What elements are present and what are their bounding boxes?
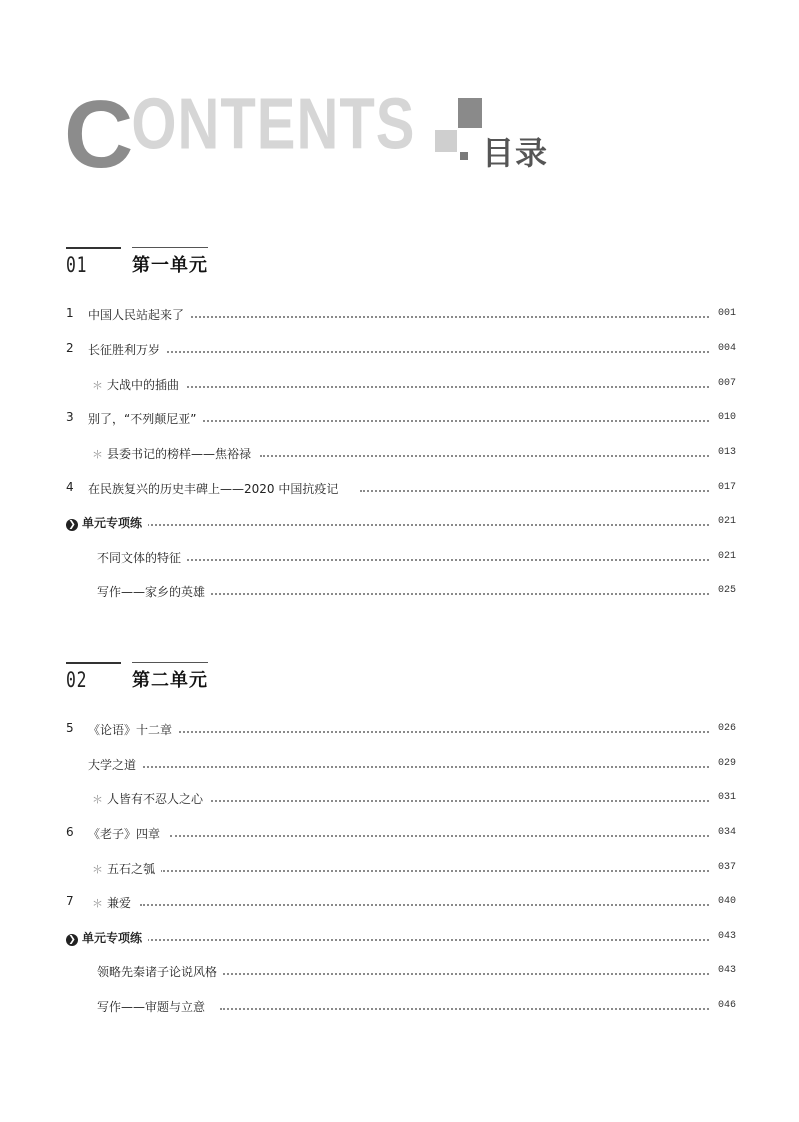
entry-number: 6: [66, 825, 74, 839]
entry-page: 043: [714, 965, 736, 976]
entry-page: 026: [714, 723, 736, 734]
entry-title: 单元专项练: [82, 516, 143, 530]
dot-leader: [220, 1008, 709, 1010]
dot-leader: [200, 420, 709, 422]
star-mark: ＊: [92, 379, 103, 392]
unit-title: 第一单元: [132, 255, 208, 276]
dot-leader: [140, 904, 709, 906]
decor-square-small: [460, 152, 468, 160]
unit-heading-2: [66, 662, 746, 702]
entry-title-wrap[interactable]: [92, 894, 137, 911]
entry-number: 3: [66, 410, 74, 424]
entry-page: 007: [714, 378, 736, 389]
practice-title-wrap[interactable]: [66, 514, 148, 531]
entry-title[interactable]: 《论语》十二章: [88, 721, 178, 738]
entry-title[interactable]: 大学之道: [88, 756, 142, 773]
toc-entry[interactable]: [0, 721, 799, 741]
dot-leader: [200, 593, 709, 595]
unit-title-rule: [132, 247, 208, 248]
dot-leader: [360, 490, 709, 492]
toc-entry[interactable]: [0, 756, 799, 776]
entry-page: 046: [714, 1000, 736, 1011]
contents-initial: C: [64, 81, 132, 188]
toc-entry[interactable]: [0, 963, 799, 983]
star-mark: ＊: [92, 448, 103, 461]
star-mark: ＊: [92, 897, 103, 910]
dot-leader: [160, 316, 709, 318]
entry-title[interactable]: 长征胜利万岁: [88, 341, 166, 358]
entry-page: 004: [714, 343, 736, 354]
entry-title-wrap[interactable]: [92, 860, 161, 877]
toc-entry[interactable]: [0, 583, 799, 603]
entry-title[interactable]: 《老子》四章: [88, 825, 166, 842]
entry-number: 2: [66, 341, 74, 355]
entry-title[interactable]: 写作——审题与立意: [97, 998, 211, 1015]
dot-leader: [220, 973, 709, 975]
entry-page: 037: [714, 862, 736, 873]
unit-practice-entry[interactable]: [0, 514, 799, 534]
decor-square-light: [435, 130, 457, 152]
entry-title[interactable]: 不同文体的特征: [97, 549, 187, 566]
toc-entry[interactable]: [0, 998, 799, 1018]
toc-entry[interactable]: [0, 825, 799, 845]
entry-title[interactable]: 别了，“不列颠尼亚”: [88, 410, 202, 427]
dot-leader: [140, 524, 709, 526]
entry-page: 040: [714, 896, 736, 907]
entry-page: 021: [714, 551, 736, 562]
entry-title[interactable]: 中国人民站起来了: [88, 306, 190, 323]
entry-title: 五石之瓠: [107, 862, 156, 876]
unit-heading-1: [66, 247, 746, 287]
practice-title-wrap[interactable]: [66, 929, 148, 946]
entry-page: 017: [714, 482, 736, 493]
entry-page: 010: [714, 412, 736, 423]
toc-entry[interactable]: [0, 860, 799, 880]
decor-square-dark: [458, 98, 482, 128]
dot-leader: [140, 939, 709, 941]
arrow-right-icon: ❯: [66, 519, 78, 531]
dot-leader: [140, 766, 709, 768]
star-mark: ＊: [92, 863, 103, 876]
entry-number: 1: [66, 306, 74, 320]
entry-title[interactable]: 领略先秦诸子论说风格: [97, 963, 223, 980]
dot-leader: [200, 800, 709, 802]
star-mark: ＊: [92, 793, 103, 806]
entry-page: 025: [714, 585, 736, 596]
unit-title-rule: [132, 662, 208, 663]
toc-entry[interactable]: [0, 306, 799, 326]
dot-leader: [160, 351, 709, 353]
entry-page: 001: [714, 308, 736, 319]
entry-page: 034: [714, 827, 736, 838]
entry-title[interactable]: 在民族复兴的历史丰碑上——2020 中国抗疫记: [88, 480, 344, 497]
dot-leader: [180, 559, 709, 561]
entry-page: 043: [714, 931, 736, 942]
contents-rest: ONTENTS: [131, 83, 416, 165]
entry-page: 029: [714, 758, 736, 769]
dot-leader: [160, 386, 709, 388]
entry-page: 021: [714, 516, 736, 527]
page-title: 目录: [482, 134, 549, 172]
toc-entry[interactable]: [0, 376, 799, 396]
dot-leader: [160, 870, 709, 872]
dot-leader: [170, 731, 709, 733]
unit-number-rule: [66, 662, 121, 664]
unit-title: 第二单元: [132, 670, 208, 691]
dot-leader: [170, 835, 709, 837]
contents-header: [64, 81, 584, 188]
toc-entry[interactable]: [0, 480, 799, 500]
dot-leader: [260, 455, 709, 457]
entry-number: 7: [66, 894, 74, 908]
entry-title: 县委书记的榜样——焦裕禄: [107, 447, 252, 461]
toc-entry[interactable]: [0, 341, 799, 361]
entry-title: 兼爱: [107, 896, 132, 910]
toc-entry[interactable]: [0, 410, 799, 430]
entry-page: 013: [714, 447, 736, 458]
unit-number: 01: [66, 253, 88, 277]
entry-number: 5: [66, 721, 74, 735]
entry-number: 4: [66, 480, 74, 494]
entry-title-wrap[interactable]: [92, 376, 185, 393]
unit-number: 02: [66, 668, 88, 692]
toc-entry[interactable]: [0, 790, 799, 810]
toc-entry[interactable]: [0, 894, 799, 914]
arrow-right-icon: ❯: [66, 934, 78, 946]
entry-page: 031: [714, 792, 736, 803]
contents-wordmark: [64, 81, 416, 188]
toc-entry[interactable]: [0, 549, 799, 569]
entry-title[interactable]: 写作——家乡的英雄: [97, 583, 211, 600]
unit-practice-entry[interactable]: [0, 929, 799, 949]
entry-title-wrap[interactable]: [92, 790, 209, 807]
entry-title: 人皆有不忍人之心: [107, 792, 204, 806]
entry-title-wrap[interactable]: [92, 445, 257, 462]
entry-title: 单元专项练: [82, 931, 143, 945]
unit-number-rule: [66, 247, 121, 249]
entry-title: 大战中的插曲: [107, 378, 180, 392]
toc-entry[interactable]: [0, 445, 799, 465]
